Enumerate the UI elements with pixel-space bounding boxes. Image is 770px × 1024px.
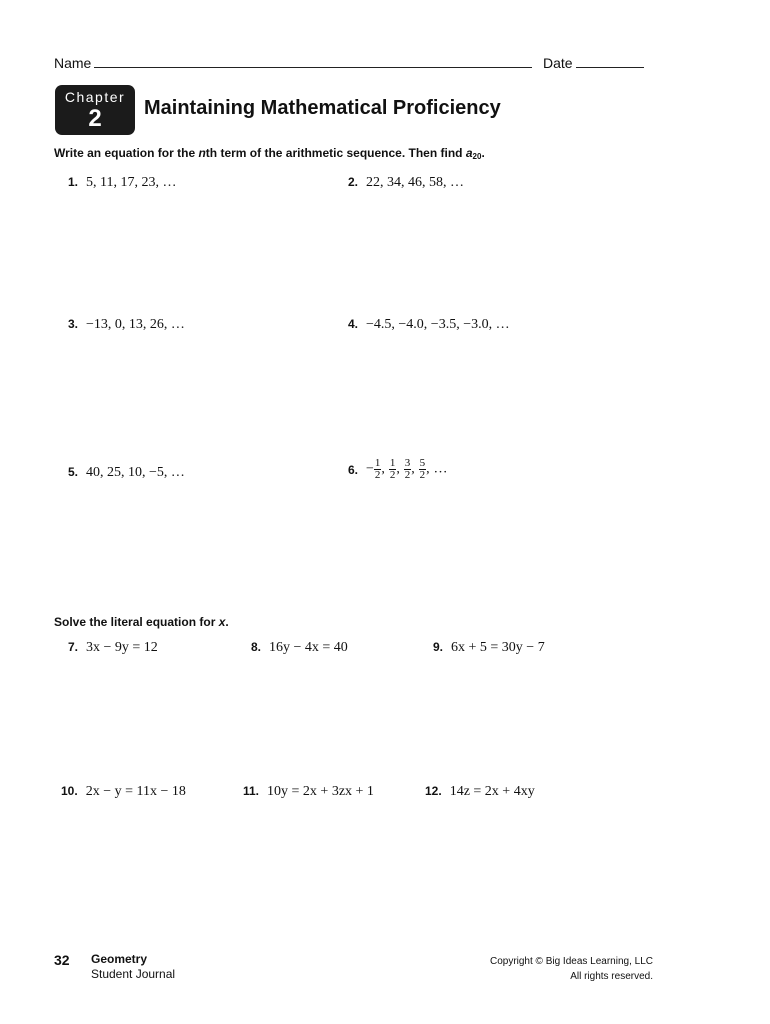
problem-2: 2. 22, 34, 46, 58, …: [348, 175, 465, 190]
problem-11: 11. 10y = 2x + 3zx + 1: [243, 784, 374, 799]
problem-3: 3. −13, 0, 13, 26, …: [68, 317, 185, 332]
fraction-3: $\frac{3}{2}$: [404, 457, 411, 481]
section1-instruction: Write an equation for the nth term of the arithmetic sequence. Then find $a_{20}$.: [54, 146, 485, 161]
section2-instruction: Solve the literal equation for x.: [54, 615, 229, 629]
copyright-line: Copyright © Big Ideas Learning, LLC: [489, 956, 653, 967]
name-blank[interactable]: [94, 66, 532, 68]
date-blank[interactable]: [576, 66, 644, 68]
problem-1: 1. 5, 11, 17, 23, …: [68, 175, 177, 190]
rights-line: All rights reserved.: [570, 971, 653, 982]
name-field[interactable]: [54, 55, 532, 71]
fraction-4: $\frac{5}{2}$: [419, 457, 426, 481]
problem-12: 12. 14z = 2x + 4xy: [425, 784, 535, 799]
book-title: Geometry: [91, 952, 148, 966]
chapter-word: Chapter: [64, 89, 126, 105]
date-label: Date: [543, 55, 573, 71]
problem-4: 4. −4.5, −4.0, −3.5, −3.0, …: [348, 317, 510, 332]
page-title: Maintaining Mathematical Proficiency: [144, 97, 501, 119]
problem-7: 7. 3x − 9y = 12: [68, 640, 158, 655]
fraction-1: $\frac{1}{2}$: [374, 457, 381, 481]
chapter-number: 2: [88, 105, 102, 132]
book-info: [91, 952, 175, 982]
problem-8: 8. 16y − 4x = 40: [251, 640, 348, 655]
chapter-badge: [55, 85, 135, 135]
problem-10: 10. 2x − y = 11x − 18: [61, 784, 186, 799]
problem-9: 9. 6x + 5 = 30y − 7: [433, 640, 545, 655]
date-field[interactable]: [543, 55, 644, 71]
copyright-notice: [490, 954, 653, 984]
book-subtitle: Student Journal: [91, 967, 176, 981]
problem-6: 6. − $\frac{1}{2}$ , $\frac{1}{2}$ , $\frac{3}{2}$ , $\frac{5}{2}$ , …: [348, 457, 448, 481]
page-number: 32: [54, 952, 70, 968]
name-label: Name: [54, 55, 92, 71]
problem-5: 5. 40, 25, 10, −5, …: [68, 465, 185, 480]
fraction-2: $\frac{1}{2}$: [389, 457, 396, 481]
